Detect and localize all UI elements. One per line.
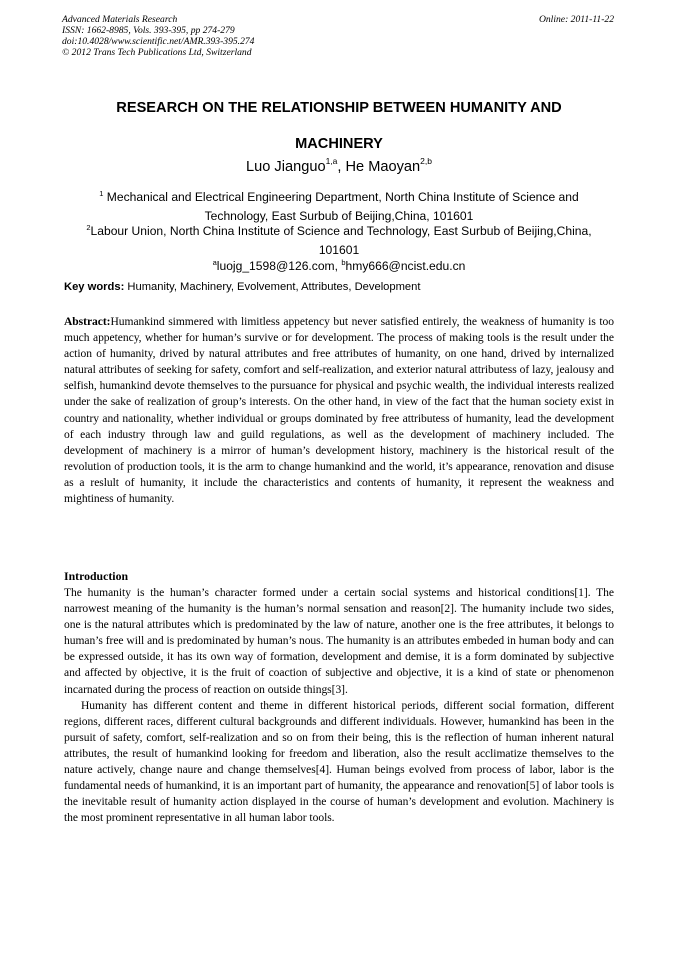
abstract — [64, 314, 614, 507]
email-superscript: a — [212, 258, 217, 267]
journal-name: Advanced Materials Research — [62, 14, 178, 25]
journal-header — [62, 14, 614, 58]
affiliation-2 — [40, 222, 638, 260]
author-emails — [40, 257, 638, 276]
email-address: hmy666@ncist.edu.cn — [345, 259, 466, 273]
affiliation-line: Technology, East Surbub of Beijing,China, 101601 — [204, 209, 474, 223]
abstract-label: Abstract: — [64, 316, 111, 328]
affiliation-line: Labour Union, North China Institute of Science and Technology, East Surbub of Beijing,China, — [90, 224, 592, 238]
author-name: He Maoyan — [345, 159, 421, 175]
affiliation-superscript: 2 — [86, 223, 91, 232]
copyright-line: © 2012 Trans Tech Publications Ltd, Switzerland — [62, 47, 252, 58]
affiliation-line: 101601 — [318, 243, 360, 257]
doi-line: doi:10.4028/www.scientific.net/AMR.393-395.274 — [62, 36, 255, 47]
author-separator: , — [337, 159, 346, 175]
keywords — [64, 280, 614, 294]
affiliation-superscript: 1 — [99, 189, 104, 198]
title-line-1: RESEARCH ON THE RELATIONSHIP BETWEEN HUMANITY AND — [116, 100, 562, 116]
introduction-section — [64, 585, 614, 826]
author-superscript: 1,a — [325, 156, 338, 166]
paragraph: Humanity has different content and theme in different historical periods, different social formation, different regions, different races, different cultural backgrounds and different individuals. However, humankind has been in the pursuit of safety, comfort, self-realization and so on from their being, this is the reflection of human inherent natural attributes, the result of humankind looking for freedom and liberation, also the result acclimatize themselves to the nature actively, change naure and change themselves[4]. Human beings evolved from process of labor, labor is the fundamental needs of humankind, it is an important part of humanity, the appearance and renovation[5] of labor tools is the inevitable result of humanity action displayed in the course of human’s development and evolution. Machinery is the most prominent representative in all human labor tools. — [64, 699, 614, 825]
issn-line: ISSN: 1662-8985, Vols. 393-395, pp 274-279 — [62, 25, 235, 36]
keywords-text: Humanity, Machinery, Evolvement, Attributes, Development — [124, 281, 421, 293]
online-date: Online: 2011-11-22 — [538, 14, 614, 25]
author-superscript: 2,b — [420, 156, 432, 166]
affiliation-line: Mechanical and Electrical Engineering Department, North China Institute of Science and — [103, 190, 579, 204]
section-heading-introduction: Introduction — [64, 569, 129, 583]
author-name: Luo Jianguo — [246, 159, 326, 175]
affiliation-1 — [40, 188, 638, 226]
email-address: luojg_1598@126.com, — [216, 259, 342, 273]
email-superscript: b — [341, 258, 346, 267]
author-list — [40, 157, 638, 177]
title-line-2: MACHINERY — [295, 136, 383, 152]
paragraph: The humanity is the human’s character formed under a certain social systems and historical conditions[1]. The narrowest meaning of the humanity is the human’s normal sensation and reason[2]. The humanity include two sides, one is the natural attributes which is predominated by the law of nature, another one is the free attributes, it belongs to human’s free will and is predominated by human’s nous. The humanity is an attributes embeded in human body and can be expressed outside, it has its own way of formation, development and demise, it is a form dominated by subjective and affected by objective, it is the fruit of coaction of subjective and objective, it is a kind of state or phenomenon incarnated during the process of reaction on outside things[3]. — [64, 587, 614, 696]
abstract-text: Humankind simmered with limitless appetency but never satisfied entirely, the weakness of humanity is too much appetency, whether for human’s survive or for development. The process of making tools is the result under the action of humanity, drived by natural attributes and free attributes of humanity, on one hand, drived by internalized natural attributes of seeking for safety, comfort and self-realization, and exterior natural attributess of lazy, jealousy and selfish, humankind devote themselves to the pursuance for physical and psychic wealth, the individual interests realized under the sake of realization of group’s interests. On the other hand, in view of the fact that the human society exist in country and nationality, whether individual or groups dominated by free attributess of humanity, lead the development of each industry through law and guild regulations, as well as the development of machinery included. The development of machinery is a mirror of human’s development history, machinery is the historical result of the revolution of production tools, it is the arm to change humankind and the world, it’s appearance, renovation and disuse as a reslult of humanity, it include the characteristics and contents of humanity, it represent the weakness and mightiness of humanity. — [64, 316, 614, 506]
paper-title — [40, 90, 638, 162]
keywords-label: Key words: — [64, 281, 125, 293]
